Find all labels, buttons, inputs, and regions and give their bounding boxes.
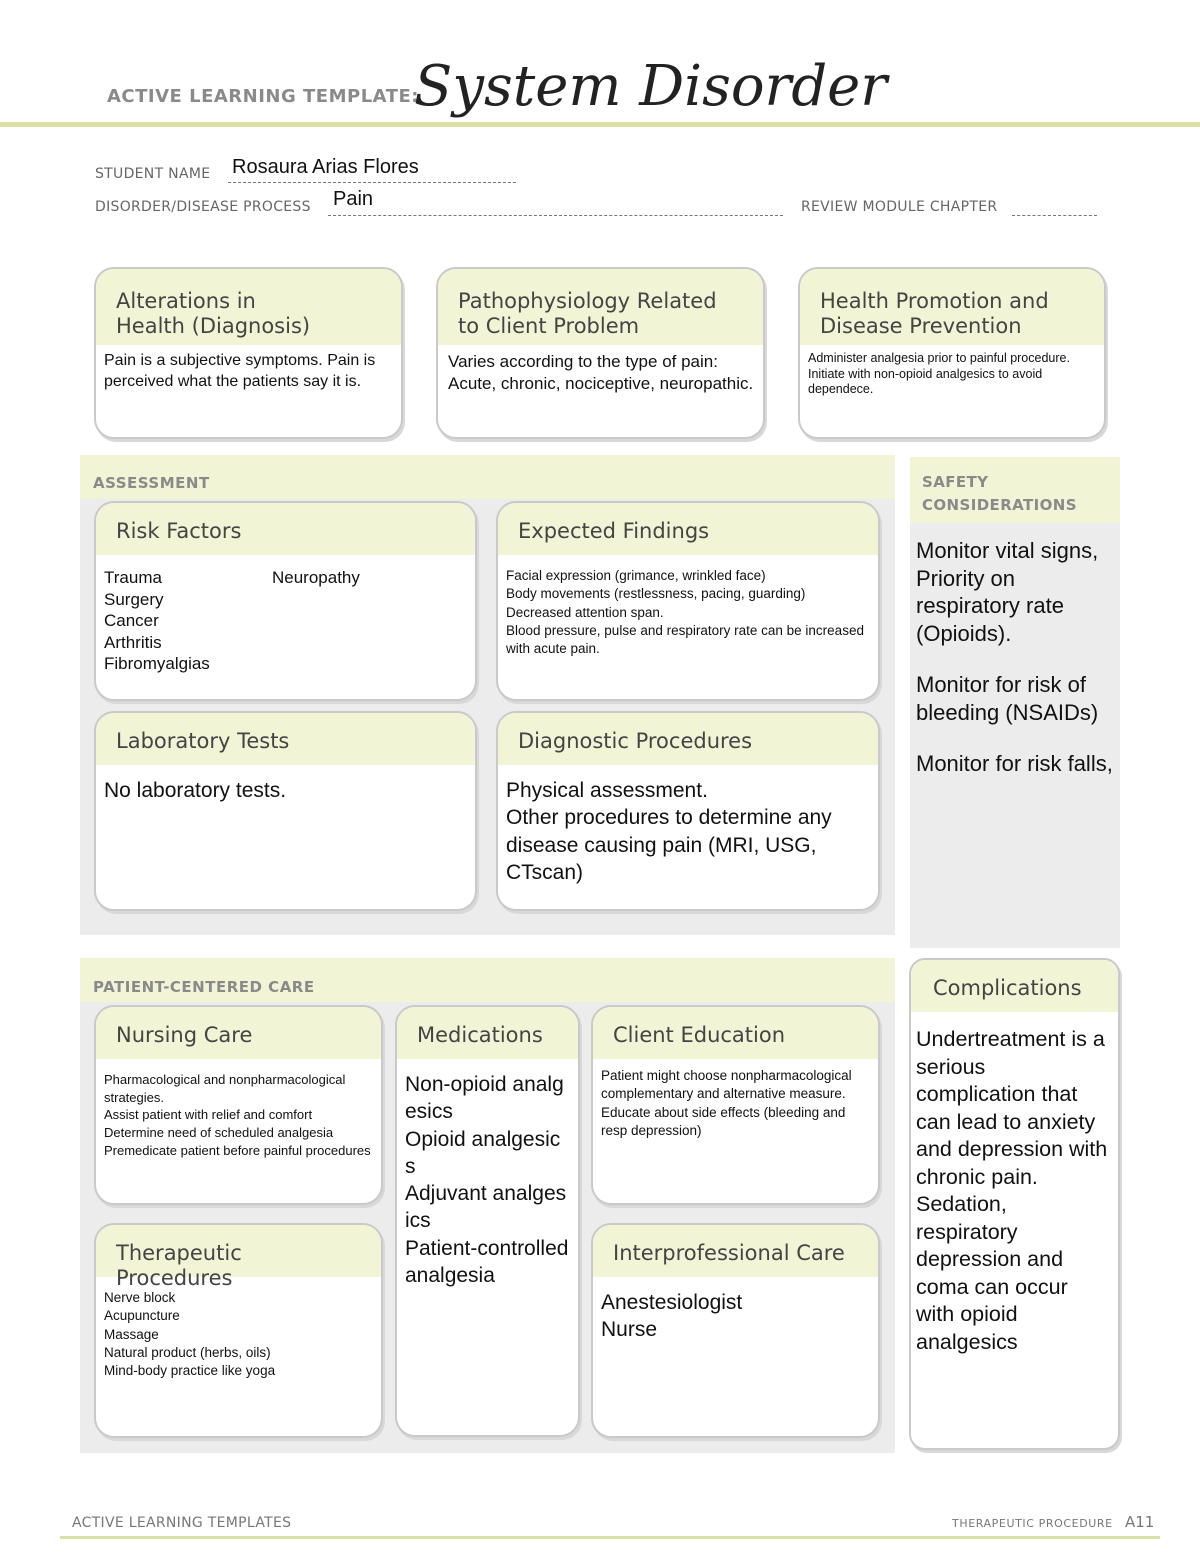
laboratory-tests-box [94,711,477,911]
review-module-label: REVIEW MODULE CHAPTER [801,199,998,215]
alterations-title-line1: Alterations in [116,289,256,313]
client-education-title: Client Education [593,1007,878,1059]
interprofessional-care-list [593,1277,878,1350]
health-promotion-title [800,269,1104,345]
risk-factor-item: Neuropathy [272,568,360,587]
safety-label-line2: CONSIDERATIONS [922,495,1077,514]
nursing-care-item: Premedicate patient before painful procedures [104,1142,371,1158]
nursing-care-title: Nursing Care [96,1007,381,1059]
health-promotion-text: Administer analgesia prior to painful procedure. Initiate with non-opioid analgesics to avoid dependece. [808,351,1070,397]
review-module-field[interactable] [1012,188,1097,216]
expected-finding-item: Decreased attention span. [506,604,664,620]
medications-box [395,1005,580,1437]
footer-right: THERAPEUTIC PROCEDURE [952,1517,1113,1530]
client-education-item: Educate about side effects (bleeding and resp depression) [601,1104,846,1139]
nursing-care-list [96,1059,381,1165]
medications-list [397,1059,578,1295]
interprofessional-care-title: Interprofessional Care [593,1225,878,1277]
nursing-care-item: Determine need of scheduled analgesia [104,1125,334,1141]
nursing-care-item: Assist patient with relief and comfort [104,1107,313,1123]
risk-factor-item: Cancer [104,611,159,631]
template-title: System Disorder [414,54,888,119]
medication-item: Adjuvant analgesics [405,1182,567,1233]
student-name-field[interactable] [228,156,516,183]
nursing-care-box [94,1005,383,1205]
therapeutic-procedures-box [94,1223,383,1438]
safety-item: Monitor for risk falls, [916,751,1113,776]
safety-considerations-header [910,457,1120,523]
laboratory-tests-title: Laboratory Tests [96,713,475,765]
student-name-value: Rosaura Arias Flores [232,156,419,178]
complications-title: Complications [911,960,1118,1012]
laboratory-tests-text: No laboratory tests. [104,779,287,802]
diagnostic-procedures-title: Diagnostic Procedures [498,713,878,765]
medications-title: Medications [397,1007,578,1059]
safety-item: Monitor for risk of bleeding (NSAIDs) [916,672,1099,725]
health-promotion-box [798,267,1106,439]
risk-factor-item: Surgery [104,589,164,609]
template-label: ACTIVE LEARNING TEMPLATE: [107,86,419,107]
expected-finding-item: Body movements (restlessness, pacing, guarding) [506,586,806,602]
diagnostic-procedures-list [498,765,878,892]
alterations-text: Pain is a subjective symptoms. Pain is perceived what the patients say it is. [104,352,376,390]
pathophysiology-box [436,267,765,439]
therapeutic-procedures-title: Therapeutic Procedures [96,1225,381,1277]
health-promotion-title-line2: Disease Prevention [820,314,1022,339]
safety-item: Monitor vital signs, Priority on respiratory rate (Opioids). [916,538,1099,646]
alterations-title-line2: Health (Diagnosis) [116,314,311,339]
therapeutic-procedure-item: Massage [104,1326,159,1342]
expected-findings-box [496,501,880,701]
client-education-item: Patient might choose nonpharmacological complementary and alternative measure. [601,1068,852,1102]
therapeutic-procedure-item: Natural product (herbs, oils) [104,1345,271,1361]
risk-factors-title: Risk Factors [96,503,475,555]
client-education-box [591,1005,880,1205]
health-promotion-title-line1: Health Promotion and [820,289,1049,313]
complications-box [909,958,1120,1450]
medication-item: Patient-controlled analgesia [405,1236,569,1288]
risk-factor-item: Fibromyalgias [104,654,210,674]
safety-label-line1: SAFETY [922,473,989,491]
medication-item: Opioid analgesics [405,1127,561,1178]
patient-care-label: PATIENT-CENTERED CARE [93,978,315,996]
therapeutic-procedures-list [96,1277,381,1387]
disorder-field[interactable] [328,188,783,216]
assessment-label: ASSESSMENT [93,474,210,492]
disorder-label: DISORDER/DISEASE PROCESS [95,199,311,215]
diagnostic-procedures-box [496,711,880,911]
therapeutic-procedure-item: Acupuncture [104,1308,180,1324]
pathophysiology-title-line2: to Client Problem [458,314,640,339]
risk-factors-box [94,501,477,701]
footer-divider [60,1536,1160,1539]
pathophysiology-title-line1: Pathophysiology Related [458,289,717,313]
diagnostic-procedure-item: Other procedures to determine any disease causing pain (MRI, USG, CTscan) [506,806,832,884]
risk-factors-col2 [272,567,360,589]
pathophysiology-text: Varies according to the type of pain: Acute, chronic, nociceptive, neuropathic. [448,352,754,394]
therapeutic-procedure-item: Mind-body practice like yoga [104,1363,276,1379]
alterations-title [96,269,401,345]
therapeutic-procedure-item: Nerve block [104,1290,176,1305]
risk-factor-item: Trauma [104,568,162,587]
interprofessional-care-item: Nurse [601,1318,658,1342]
interprofessional-care-box [591,1223,880,1438]
risk-factor-item: Arthritis [104,632,162,652]
pathophysiology-title [438,269,763,345]
footer-left: ACTIVE LEARNING TEMPLATES [72,1515,292,1531]
risk-factors-list [96,555,475,681]
expected-finding-item: Facial expression (grimance, wrinkled face) [506,568,766,583]
complications-text: Undertreatment is a serious complication that can lead to anxiety and depression with chronic pain. Sedation, respiratory depression and coma can occur with opioid analgesics [916,1027,1108,1354]
medication-item: Non-opioid analgesics [405,1073,564,1124]
footer-page-number: A11 [1125,1513,1155,1531]
client-education-list [593,1059,878,1146]
alterations-box [94,267,403,439]
title-divider [0,122,1200,127]
student-name-label: STUDENT NAME [95,166,211,182]
expected-finding-item: Blood pressure, pulse and respiratory rate can be increased with acute pain. [506,623,864,657]
interprofessional-care-item: Anestesiologist [601,1291,743,1314]
safety-considerations-list [910,523,1120,948]
disorder-value: Pain [333,188,374,210]
expected-findings-title: Expected Findings [498,503,878,555]
expected-findings-list [498,555,878,665]
diagnostic-procedure-item: Physical assessment. [506,779,708,802]
nursing-care-item: Pharmacological and nonpharmacological strategies. [104,1072,346,1105]
